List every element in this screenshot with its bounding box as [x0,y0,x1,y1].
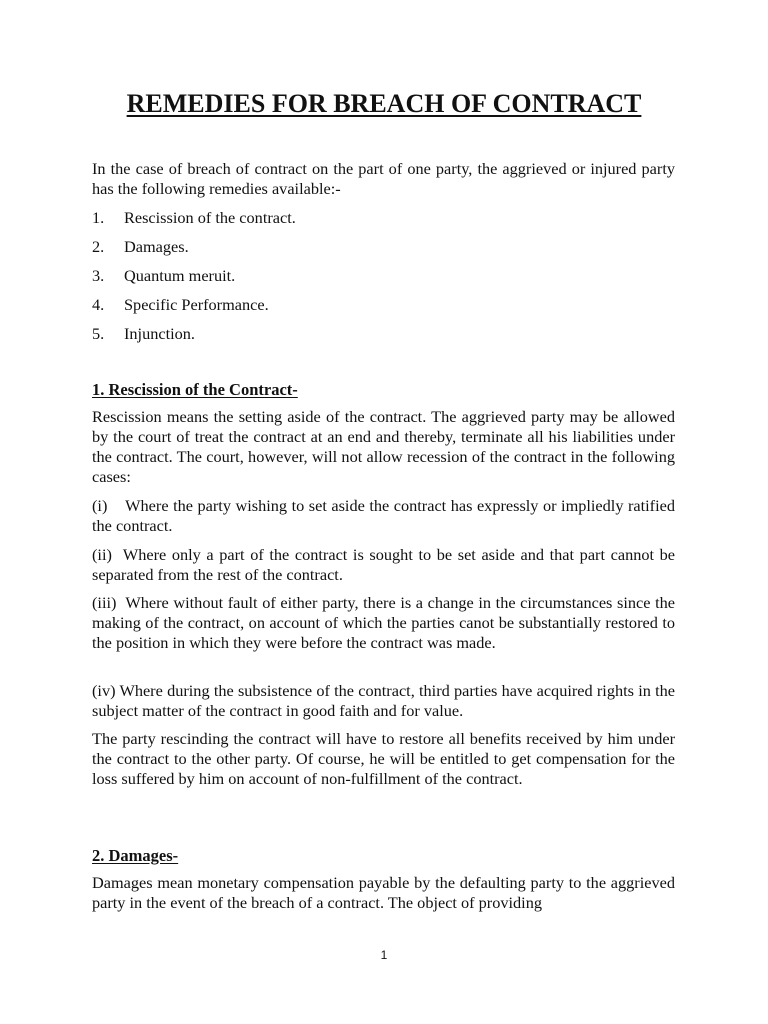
rescission-paragraph: Rescission means the setting aside of the contract. The aggrieved party may be allowed by the court of treat the contract at an end and thereby, terminate all his liabilities under the contract. The court, however, will not allow recession of the contract in the following cases: [92,407,675,486]
list-item [92,237,675,266]
list-item-number: 3. [92,266,105,285]
rescission-case-i: (i) Where the party wishing to set aside the contract has expressly or impliedly ratified the contract. [92,496,680,535]
rescission-case-iii: (iii) Where without fault of either party, there is a change in the circumstances since the making of the contract, on account of which the parties canot be substantially restored to the position in which they were before the contract was made. [92,593,680,652]
rescission-case-iv: (iv) Where during the subsistence of the contract, third parties have acquired rights in the subject matter of the contract in good faith and for value. [92,681,675,720]
list-item [92,208,675,237]
list-item-label: Quantum meruit. [124,266,236,285]
list-item [92,324,675,353]
page-number: 1 [380,948,388,962]
section-heading-damages: 2. Damages- [92,846,179,865]
remedies-list [92,208,675,353]
rescission-case-ii: (ii) Where only a part of the contract is sought to be set aside and that part cannot be separated from the rest of the contract. [92,545,680,584]
list-item [92,266,675,295]
list-item-label: Damages. [124,237,189,256]
section-heading-rescission: 1. Rescission of the Contract- [92,380,298,399]
list-item-number: 1. [92,208,105,227]
list-item-number: 4. [92,295,105,314]
list-item [92,295,675,324]
document-title: REMEDIES FOR BREACH OF CONTRACT [126,89,642,118]
damages-paragraph: Damages mean monetary compensation payable by the defaulting party to the aggrieved party in the event of the breach of a contract. The object of providing [92,873,675,912]
list-item-label: Rescission of the contract. [124,208,296,227]
list-item-label: Specific Performance. [124,295,269,314]
list-item-number: 2. [92,237,105,256]
list-item-number: 5. [92,324,105,343]
intro-paragraph: In the case of breach of contract on the part of one party, the aggrieved or injured party has the following remedies available:- [92,159,675,198]
rescission-restore-paragraph: The party rescinding the contract will have to restore all benefits received by him under the contract to the other party. Of course, he will be entitled to get compensation for the loss suffered by him on account of non-fulfillment of the contract. [92,729,675,788]
list-item-label: Injunction. [124,324,195,343]
